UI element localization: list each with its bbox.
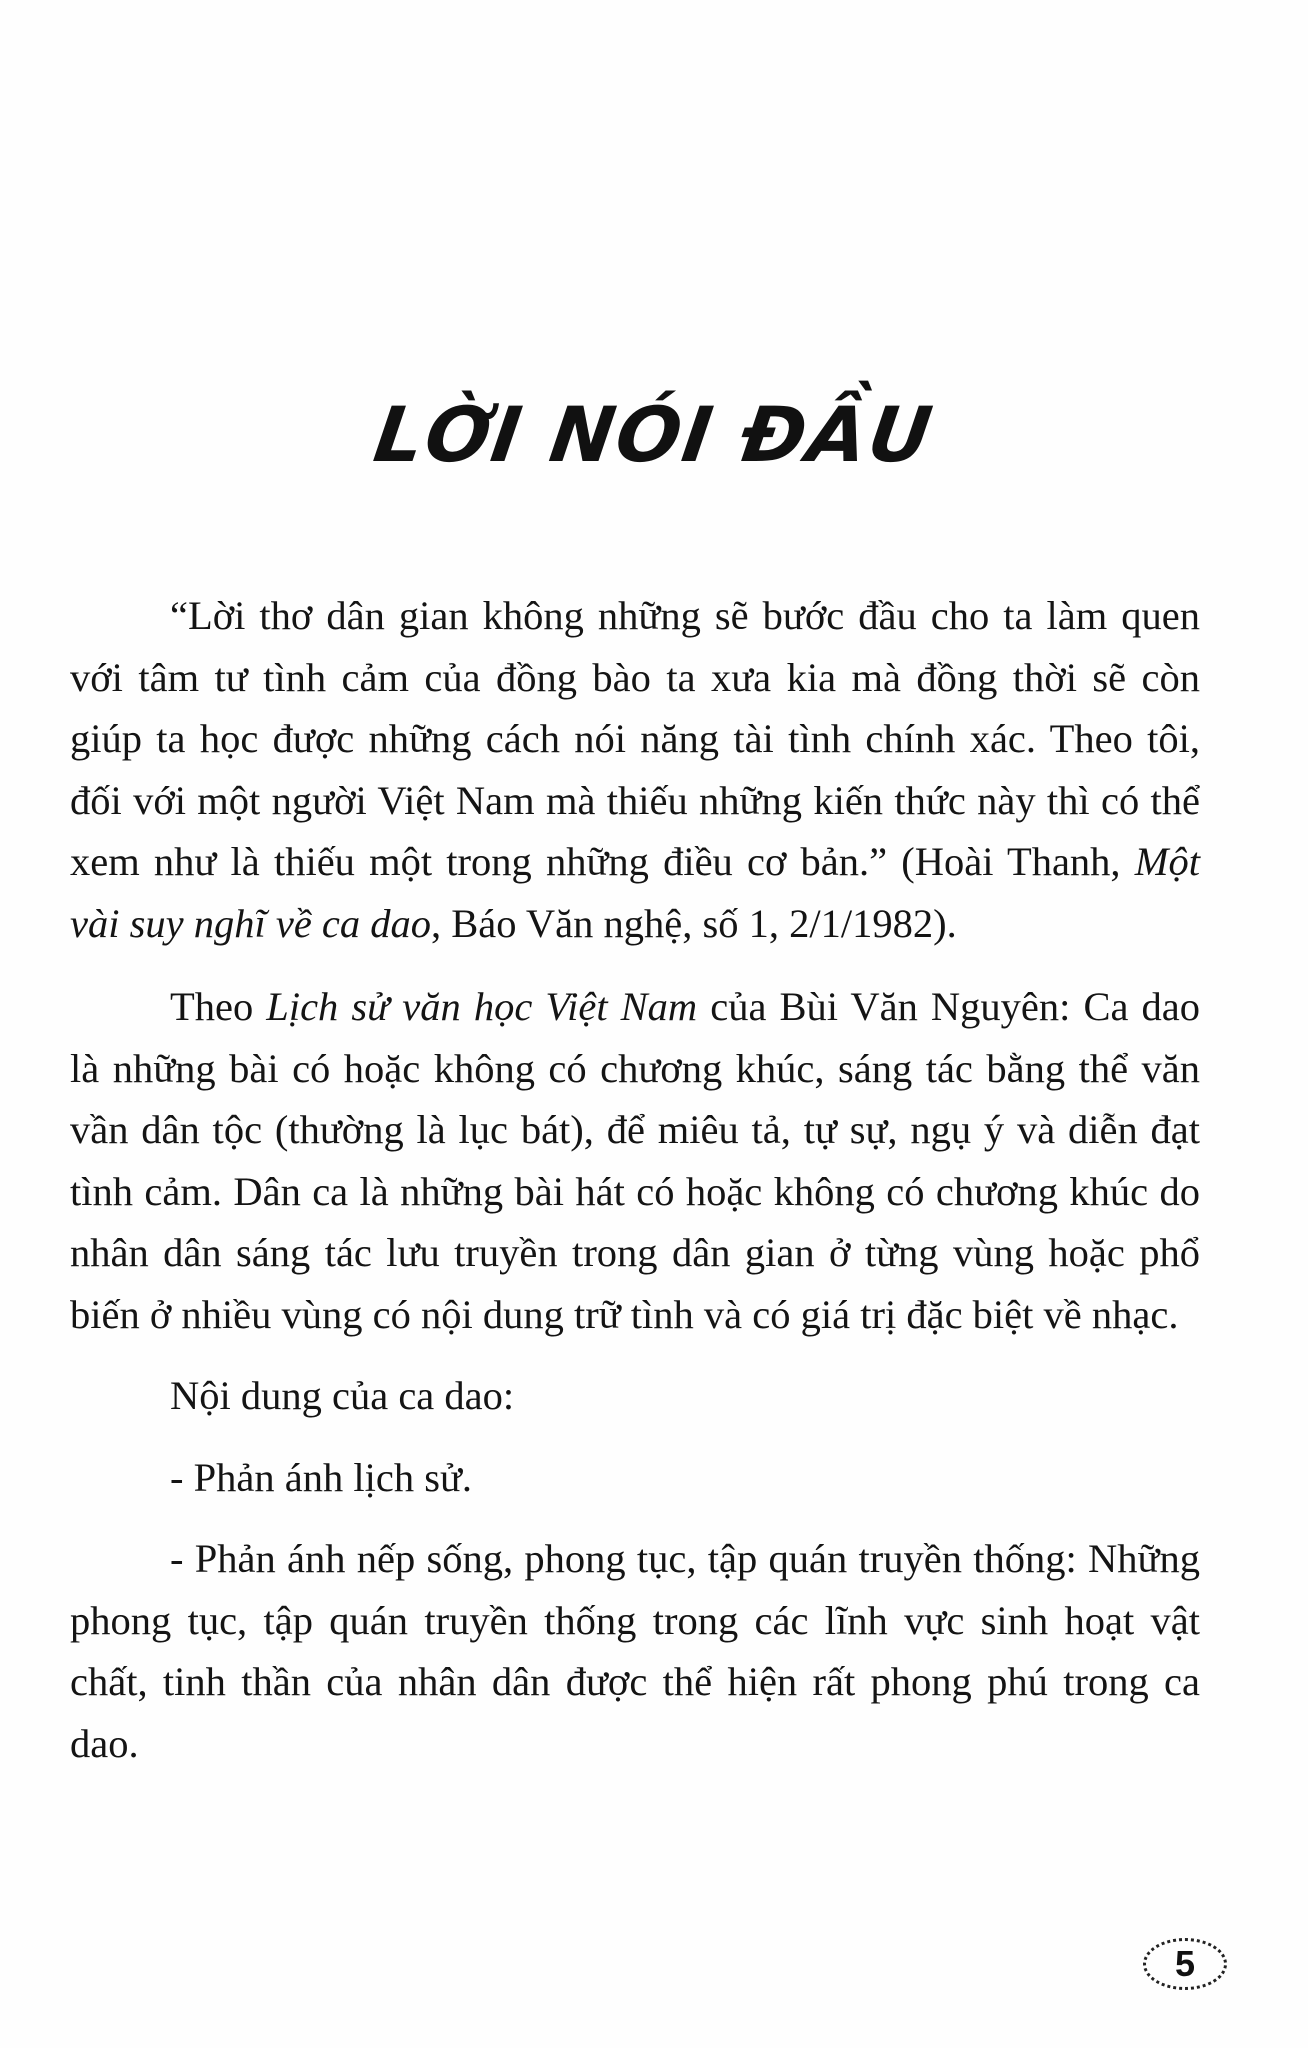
paragraph-definition	[70, 976, 1200, 1345]
page-title: LỜI NÓI ĐẦU	[368, 390, 940, 479]
list-item-history: - Phản ánh lịch sử.	[170, 1454, 473, 1500]
definition-text: của Bùi Văn Nguyên: Ca dao là những bài có hoặc không có chương khúc, sáng tác bằng thể văn vần dân tộc (thường là lục bát), để miêu tả, tự sự, ngụ ý và diễn đạt tình cảm. Dân ca là những bài hát có hoặc không có chương khúc do nhân dân sáng tác lưu truyền trong dân gian ở từng vùng hoặc phổ biến ở nhiều vùng có nội dung trữ tình và có giá trị đặc biệt về nhạc.	[70, 984, 1201, 1337]
paragraph-quote	[70, 585, 1200, 954]
quote-source-title: Một vài suy nghĩ về ca dao	[70, 839, 1200, 946]
definition-book-title: Lịch sử văn học Việt Nam	[266, 984, 698, 1029]
page-number: 5	[1143, 1938, 1227, 1990]
quote-source-info: , Báo Văn nghệ, số 1, 2/1/1982).	[431, 900, 957, 946]
definition-intro: Theo	[170, 984, 267, 1029]
quote-text: “Lời thơ dân gian không những sẽ bước đầu cho ta làm quen với tâm tư tình cảm của đồng bào ta xưa kia mà đồng thời sẽ còn giúp ta học được những cách nói năng tài tình chính xác. Theo tôi, đối với một người Việt Nam mà thiếu những kiến thức này thì có thể xem như là thiếu một trong những điều cơ bản.” (Hoài Thanh,	[70, 593, 1200, 884]
paragraph-content-heading: Nội dung của ca dao:	[170, 1373, 515, 1418]
list-item-customs: - Phản ánh nếp sống, phong tục, tập quán truyền thống: Những phong tục, tập quán truyền thống trong các lĩnh vực sinh hoạt vật chất, tinh thần của nhân dân được thể hiện rất phong phú trong ca dao.	[70, 1536, 1200, 1766]
body-text	[70, 585, 1200, 1774]
